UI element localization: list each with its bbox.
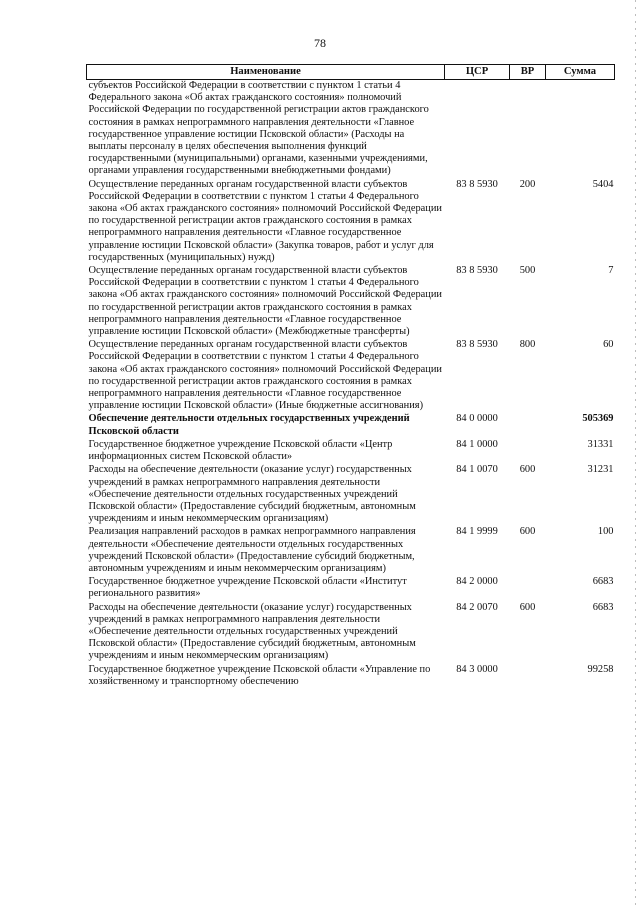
row-csr-cell: 84 2 0070 (456, 601, 498, 613)
row-sum-cell (546, 80, 615, 179)
row-name-cell: Обеспечение деятельности отдельных государственных учреждений Псковской области (88, 413, 410, 437)
row-sum-cell: 100 (597, 526, 614, 538)
row-name-cell: Осуществление переданных органам государственной власти субъектов Российской Федерации в соответствии с пунктом 1 статьи 4 Федерального закона «Об актах гражданского состояния» полномочий Российской Федерации по государственной регистрации актов гражданского состояния в рамках непрограммного направления деятельности «Главное государственное управление юстиции Псковской области» (Иные бюджетные ассигнования) (88, 339, 442, 412)
row-name-cell: субъектов Российской Федерации в соответствии с пунктом 1 статьи 4 Федерального закона «Об актах гражданского состояния» полномочий Российской Федерации по государственной регистрации актов гражданского состояния в рамках непрограммного направления деятельности «Главное государственное управление юстиции Псковской области» (Расходы на выплаты персоналу в целях обеспечения выполнения функций государственными (муниципальными) органами, казенными учреждениями, органами управления государственными внебюджетными фондами) (88, 80, 429, 177)
table-row (87, 602, 615, 664)
row-csr-cell: 83 8 5930 (456, 339, 498, 351)
row-vr-cell: 500 (519, 265, 536, 277)
row-csr-cell: 84 1 0070 (456, 464, 498, 476)
row-name-cell: Осуществление переданных органам государственной власти субъектов Российской Федерации в соответствии с пунктом 1 статьи 4 Федерального закона «Об актах гражданского состояния» полномочий Российской Федерации по государственной регистрации актов гражданского состояния в рамках непрограммного направления деятельности «Главное государственное управление юстиции Псковской области» (Межбюджетные трансферты) (88, 265, 442, 338)
column-header-sum: Сумма (546, 65, 615, 80)
row-name-cell: Осуществление переданных органам государственной власти субъектов Российской Федерации в соответствии с пунктом 1 статьи 4 Федерального закона «Об актах гражданского состояния» полномочий Российской Федерации по государственной регистрации актов гражданского состояния в рамках непрограммного направления деятельности «Главное государственное управление юстиции Псковской области» (Закупка товаров, работ и услуг для государственных (муниципальных) нужд) (88, 178, 442, 263)
row-vr-cell: 200 (519, 178, 536, 190)
row-csr-cell: 83 8 5930 (456, 265, 498, 277)
row-sum-cell: 99258 (587, 663, 614, 675)
row-csr-cell (445, 80, 510, 179)
row-vr-cell (510, 413, 546, 438)
row-sum-cell: 31231 (587, 464, 614, 476)
column-header-name: Наименование (87, 65, 445, 80)
row-csr-cell: 84 1 9999 (456, 526, 498, 538)
row-sum-cell: 7 (608, 265, 614, 277)
row-csr-cell: 83 8 5930 (456, 178, 498, 190)
row-sum-cell: 5404 (592, 178, 614, 190)
row-name-cell: Государственное бюджетное учреждение Псковской области «Центр информационных систем Псковской области» (88, 438, 393, 463)
row-csr-cell: 84 2 0000 (456, 576, 498, 588)
row-vr-cell (510, 664, 546, 689)
table-row (87, 439, 615, 464)
row-sum-cell: 6683 (592, 601, 614, 613)
column-header-csr: ЦСР (445, 65, 510, 80)
row-vr-cell: 600 (519, 464, 536, 476)
table-row (87, 464, 615, 526)
table-row (87, 265, 615, 339)
row-vr-cell (510, 576, 546, 601)
row-name-cell: Государственное бюджетное учреждение Псковской области «Институт регионального развития» (88, 576, 407, 600)
row-vr-cell (510, 80, 546, 179)
table-row (87, 80, 615, 179)
table-body (87, 80, 615, 689)
row-sum-cell: 31331 (587, 438, 614, 450)
table-row (87, 339, 615, 413)
table-row (87, 664, 615, 689)
row-csr-cell: 84 3 0000 (456, 663, 498, 675)
table-header-row (87, 65, 615, 80)
row-csr-cell: 84 0 0000 (456, 413, 498, 425)
row-name-cell: Расходы на обеспечение деятельности (оказание услуг) государственных учреждений в рамках непрограммного направления деятельности «Обеспечение деятельности отдельных государственных учреждений Псковской области» (Предоставление субсидий бюджетным, автономным учреждениям и иным некоммерческим организациям) (88, 601, 416, 662)
table-row (87, 179, 615, 265)
row-sum-cell: 60 (603, 339, 614, 351)
scan-edge-line (635, 0, 636, 905)
budget-table (86, 64, 615, 689)
row-vr-cell: 600 (519, 601, 536, 613)
table-row (87, 576, 615, 601)
column-header-vr: ВР (510, 65, 546, 80)
row-sum-cell: 505369 (582, 413, 614, 425)
row-vr-cell (510, 439, 546, 464)
row-csr-cell: 84 1 0000 (456, 438, 498, 450)
row-name-cell: Государственное бюджетное учреждение Псковской области «Управление по хозяйственному и транспортному обеспечению (88, 663, 431, 687)
table-row (87, 526, 615, 576)
row-name-cell: Реализация направлений расходов в рамках непрограммного направления деятельности «Обеспечение деятельности отдельных государственных учреждений Псковской области» (Предоставление субсидий бюджетным, автономным учреждениям и иным некоммерческим организациям) (88, 526, 416, 574)
row-vr-cell: 600 (519, 526, 536, 538)
row-name-cell: Расходы на обеспечение деятельности (оказание услуг) государственных учреждений в рамках непрограммного направления деятельности «Обеспечение деятельности отдельных государственных учреждений Псковской области» (Предоставление субсидий бюджетным, автономным учреждениям и иным некоммерческим организациям) (88, 464, 416, 525)
table-row (87, 413, 615, 438)
row-sum-cell: 6683 (592, 576, 614, 588)
page-number: 78 (314, 36, 326, 50)
row-vr-cell: 800 (519, 339, 536, 351)
